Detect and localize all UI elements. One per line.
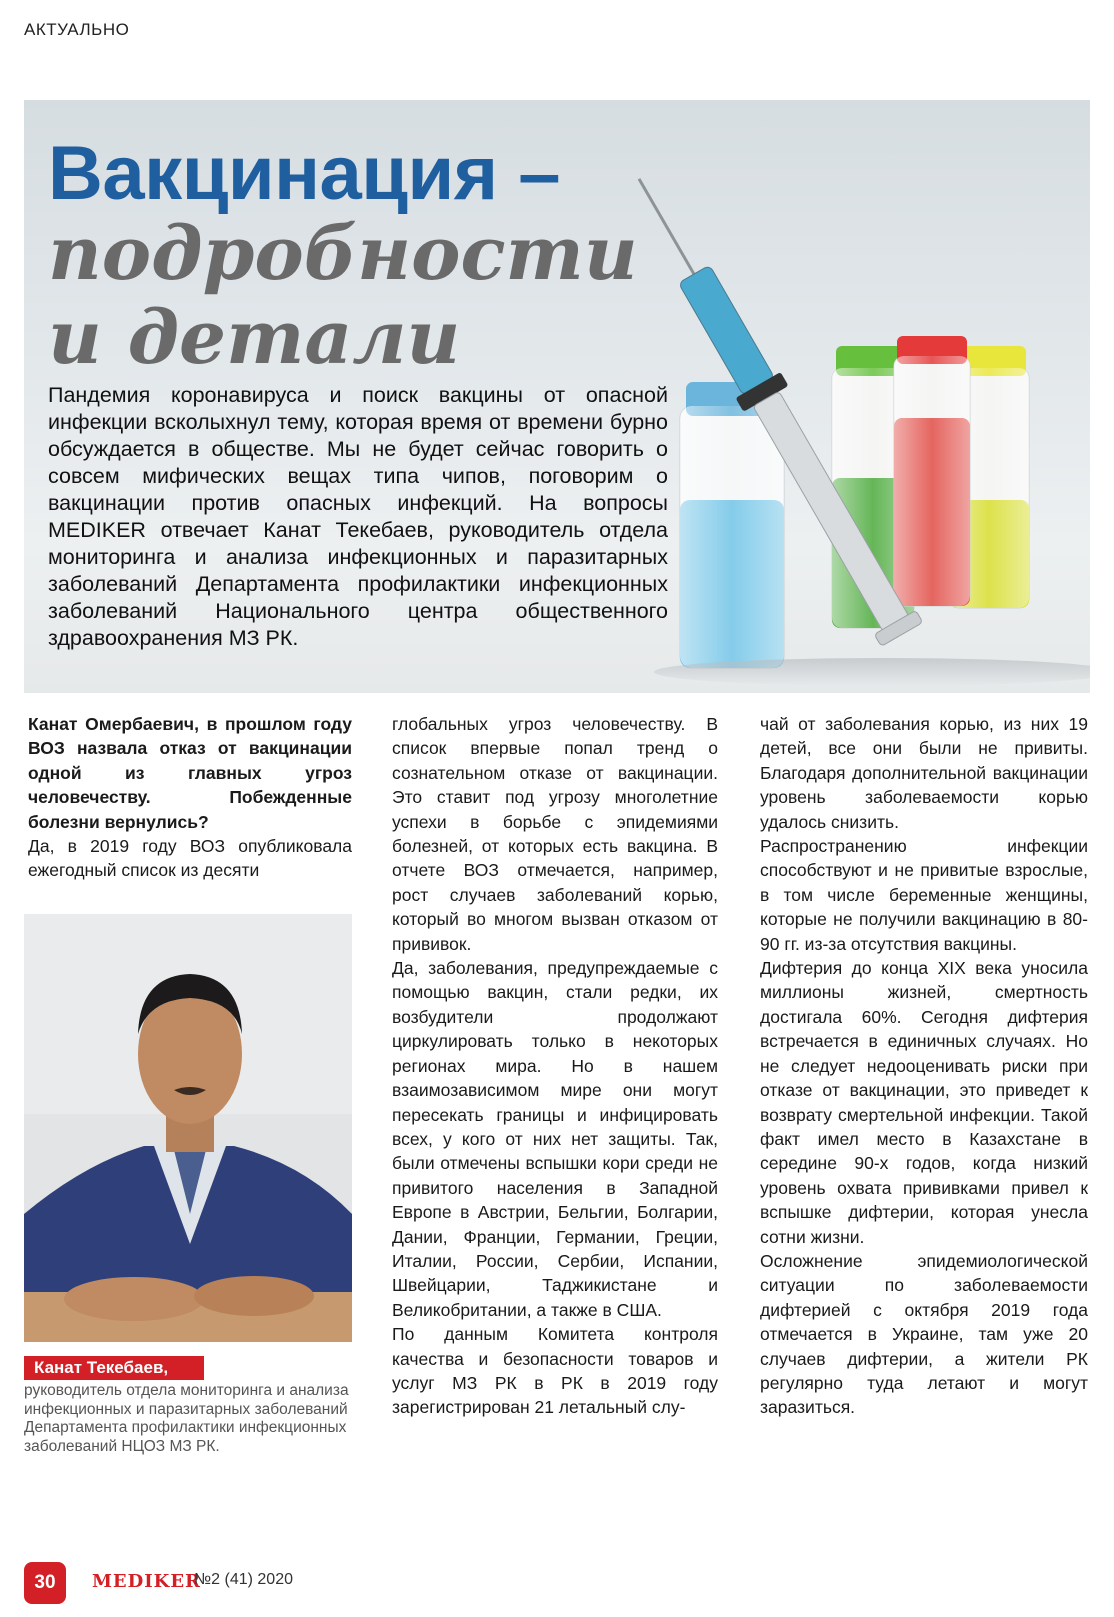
paragraph: Распространению инфекции способствуют и не привитые взрослые, в том числе беременные женщины, которые не получили вакцинацию в 80-90 гг. из-за отсутствия вакцины. bbox=[760, 836, 1088, 954]
interview-answer: Да, в 2019 году ВОЗ опубликовала ежегодный список из десяти bbox=[28, 836, 352, 881]
page-title: Вакцинация – bbox=[48, 131, 560, 216]
subtitle-line: и детали bbox=[48, 295, 461, 381]
section-label: АКТУАЛЬНО bbox=[24, 20, 130, 39]
hero-banner bbox=[24, 100, 1090, 693]
portrait-photo bbox=[24, 914, 352, 1342]
page-number: 30 bbox=[24, 1562, 66, 1604]
column-1 bbox=[28, 712, 352, 883]
paragraph: Осложнение эпидемиологической ситуации по заболеваемости дифтерией с октября 2019 года отмечается в Украине, там уже 20 случаев дифтерии, а жители РК регулярно туда летают и могут заразиться. bbox=[760, 1250, 1088, 1418]
red-vial bbox=[894, 336, 970, 606]
issue-number: №2 (41) 2020 bbox=[194, 1571, 293, 1588]
column-2 bbox=[392, 712, 718, 1420]
paragraph: Дифтерия до конца XIX века уносила миллионы жизней, смертность достигала 60%. Сегодня дифтерия встречается в единичных случаях. Но не следует недооценивать риски при отказе от вакцинации, это приведет к возврату смертельной инфекции. Такой факт имел место в Казахстане в середине 90-х годов, когда низкий уровень охвата прививками привел к вспышке дифтерии, которая унесла сотни жизни. bbox=[760, 958, 1088, 1247]
column-3 bbox=[760, 712, 1088, 1420]
brand-logo: MEDIKER bbox=[92, 1571, 201, 1592]
caption-role: руководитель отдела мониторинга и анализа инфекционных и паразитарных заболеваний Департамента профилактики инфекционных заболеваний НЦОЗ МЗ РК. bbox=[24, 1382, 349, 1455]
caption-name: Канат Текебаев, bbox=[24, 1356, 204, 1380]
subtitle-line: подробности bbox=[48, 211, 638, 297]
lead-paragraph: Пандемия коронавируса и поиск вакцины от опасной инфекции всколыхнул тему, которая время от времени бурно обсуждается в обществе. Мы не будет сейчас говорить о совсем мифических вещах типа чипов, поговорим о вакцинации против опасных инфекций. На вопросы MEDIKER отвечает Канат Текебаев, руководитель отдела мониторинга и анализа инфекционных и паразитарных заболеваний Департамента профилактики инфекционных заболеваний Национального центра общественного здравоохранения МЗ РК. bbox=[48, 383, 668, 650]
paragraph: Да, заболевания, предупреждаемые с помощью вакцин, стали редки, их возбудители продолжают циркулировать только в некоторых регионах мира. Но в нашем взаимозависимом мире они могут пересекать границы и инфицировать всех, у кого от них нет защиты. Так, были отмечены вспышки кори среди не привитого населения в Западной Европе в Австрии, Бельгии, Болгарии, Дании, Франции, Германии, Греции, Италии, России, Сербии, Испании, Швейцарии, Таджикистане и Великобритании, а также в США. bbox=[392, 958, 718, 1320]
page-subtitle bbox=[48, 212, 638, 380]
paragraph: По данным Комитета контроля качества и безопасности товаров и услуг МЗ РК в РК в 2019 году зарегистрирован 21 летальный слу- bbox=[392, 1324, 718, 1418]
paragraph: чай от заболевания корью, из них 19 детей, все они были не привиты. Благодаря дополнительной вакцинации уровень заболеваемости корью удалось снизить. bbox=[760, 714, 1088, 832]
paragraph: глобальных угроз человечеству. В список впервые попал тренд о сознательном отказе от вакцинации. Это ставит под угрозу многолетние успехи в борьбе с эпидемиями болезней, от которых есть вакцина. В отчете ВОЗ отмечается, например, рост случаев заболеваний корью, который во многом вызван отказом от прививок. bbox=[392, 714, 718, 954]
interview-question: Канат Омербаевич, в прошлом году ВОЗ назвала отказ от вакцинации одной из главных угроз человечеству. Побежденные болезни вернулись? bbox=[28, 714, 352, 832]
